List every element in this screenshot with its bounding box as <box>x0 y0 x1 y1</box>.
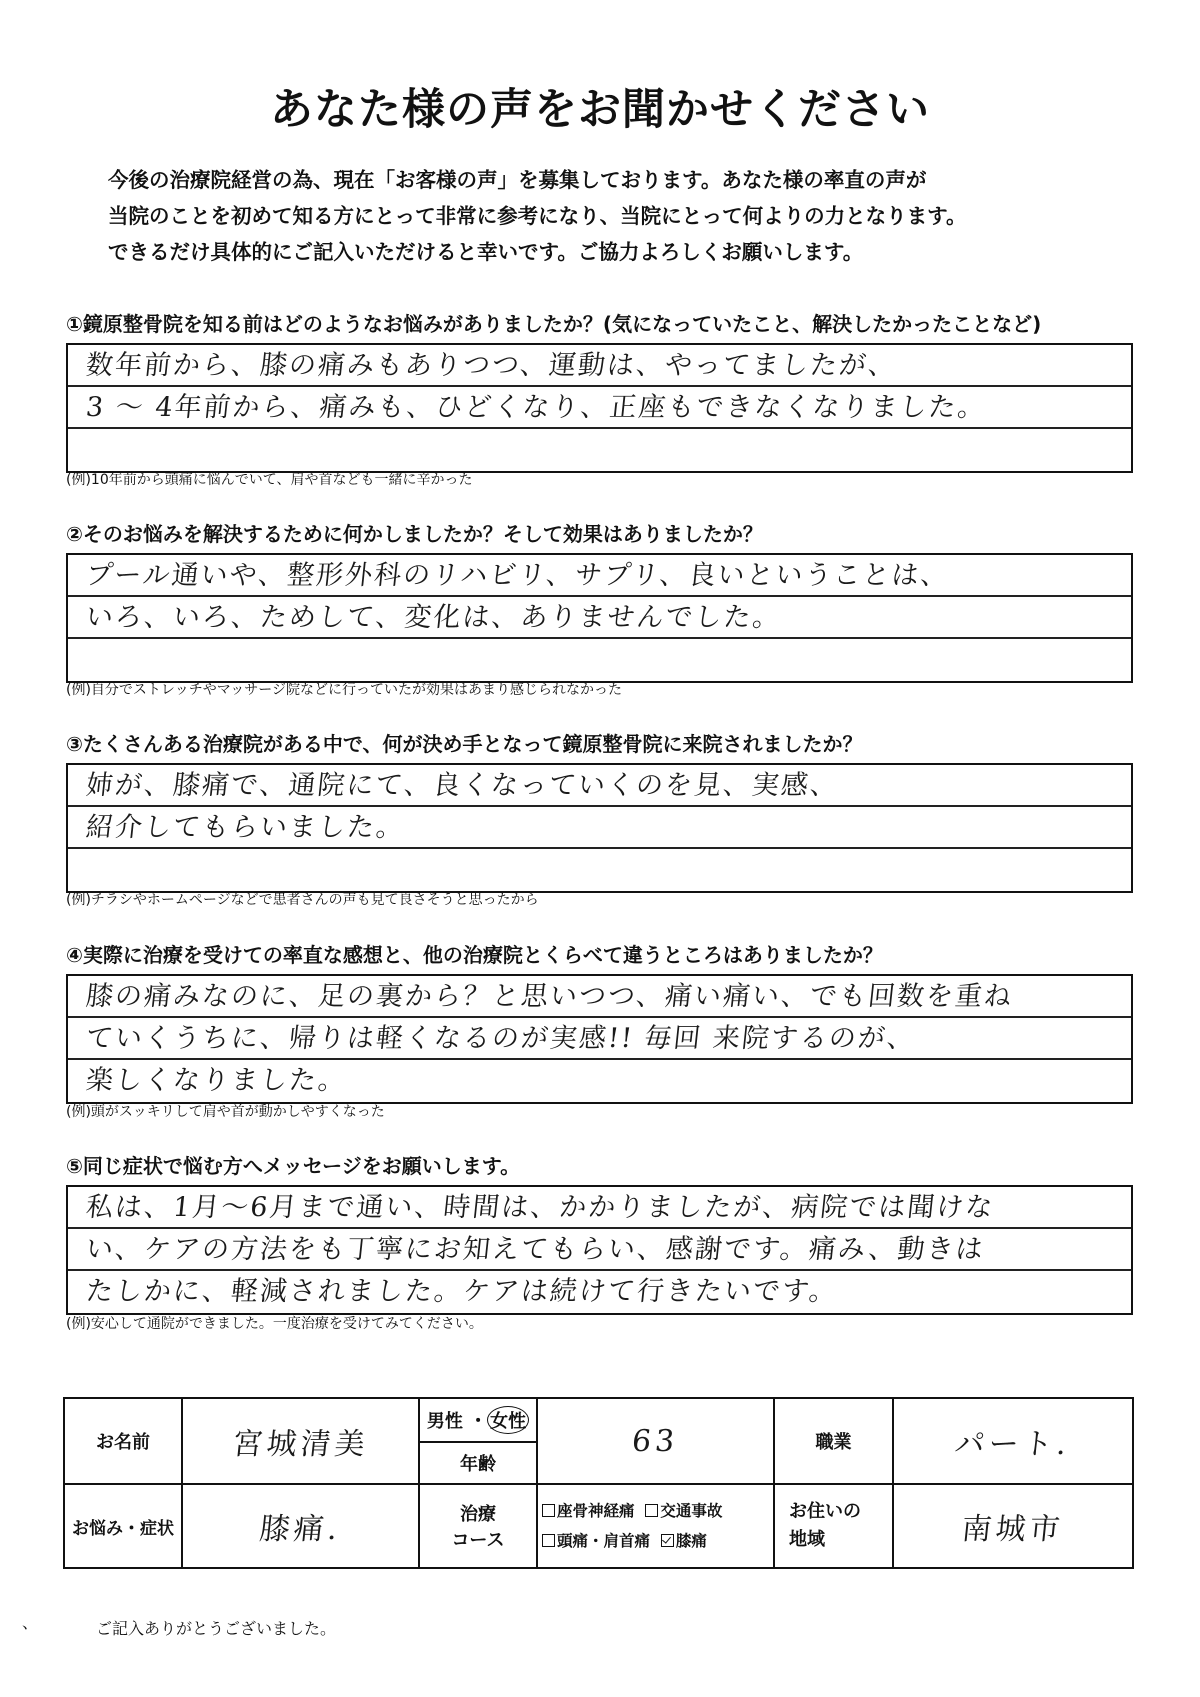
example-text-4: (例)頭がスッキリして肩や首が動かしやすくなった <box>66 1104 385 1120</box>
handwritten-text: 私は、1月～6月まで通い、時間は、かかりましたが、病院では聞けな <box>84 1192 997 1223</box>
job-field[interactable] <box>893 1398 1133 1484</box>
answer-line <box>68 765 1131 807</box>
answer-line <box>68 429 1131 471</box>
job-value: パート. <box>953 1427 1073 1462</box>
course-option-label: 交通事故 <box>660 1502 723 1520</box>
checkbox-icon[interactable] <box>542 1504 555 1517</box>
answer-box-1[interactable] <box>66 343 1133 473</box>
answer-line <box>68 976 1131 1018</box>
thank-you-text: ご記入ありがとうございました。 <box>96 1619 337 1638</box>
stray-mark: 、 <box>22 1613 39 1632</box>
answer-line <box>68 639 1131 681</box>
answer-line <box>68 555 1131 597</box>
handwritten-text: プール通いや、整形外科のリハビリ、サプリ、良いということは、 <box>84 560 952 591</box>
course-option-label: 座骨神経痛 <box>557 1502 635 1520</box>
course-option-label: 頭痛・肩首痛 <box>557 1532 651 1550</box>
answer-line <box>68 807 1131 849</box>
region-label <box>774 1484 893 1568</box>
handwritten-text: 楽しくなりました。 <box>84 1065 349 1096</box>
handwritten-text: 膝の痛みなのに、足の裏から？と思いつつ、痛い痛い、でも回数を重ね <box>84 981 1015 1012</box>
region-field[interactable] <box>893 1484 1133 1568</box>
example-text-3: (例)チラシやホームページなどで患者さんの声も見て良さそうと思ったから <box>66 892 539 908</box>
answer-line <box>68 597 1131 639</box>
name-label: お名前 <box>64 1398 182 1484</box>
course-option[interactable] <box>661 1532 707 1550</box>
handwritten-text: 3 ～ 4年前から、痛みも、ひどくなり、正座もできなくなりました。 <box>84 392 989 423</box>
handwritten-text: いろ、いろ、ためして、変化は、ありませんでした。 <box>84 602 784 633</box>
gender-separator: ・ <box>469 1411 488 1432</box>
gender-female-option-circled[interactable]: 女性 <box>487 1406 529 1434</box>
age-field[interactable] <box>537 1398 774 1484</box>
intro-text <box>108 162 1148 270</box>
intro-line: できるだけ具体的にご記入いただけると幸いです。ご協力よろしくお願いします。 <box>108 240 864 264</box>
question-1-label: ①鏡原整骨院を知る前はどのようなお悩みがありましたか？(気になっていたこと、解決したかったことなど) <box>66 312 1042 336</box>
answer-box-4[interactable] <box>66 974 1133 1104</box>
handwritten-text: 数年前から、膝の痛みもありつつ、運動は、やってましたが、 <box>84 350 899 381</box>
handwritten-text: たしかに、軽減されました。ケアは続けて行きたいです。 <box>84 1276 840 1307</box>
age-label: 年齢 <box>419 1442 537 1484</box>
answer-line <box>68 1060 1131 1102</box>
course-option-label: 膝痛 <box>675 1532 707 1550</box>
example-text-2: (例)自分でストレッチやマッサージ院などに行っていたが効果はあまり感じられなかった <box>66 682 622 698</box>
gender-field[interactable] <box>419 1398 537 1442</box>
answer-box-5[interactable] <box>66 1185 1133 1315</box>
answer-line <box>68 1018 1131 1060</box>
question-4-label: ④実際に治療を受けての率直な感想と、他の治療院とくらべて違うところはありましたか？ <box>66 943 883 967</box>
handwritten-text: 紹介してもらいました。 <box>84 812 407 843</box>
region-label-line: お住いの <box>789 1501 861 1522</box>
symptom-value: 膝痛. <box>257 1512 343 1547</box>
handwritten-text: ていくうちに、帰りは軽くなるのが実感!! 毎回 来院するのが、 <box>84 1023 918 1054</box>
checkbox-icon[interactable] <box>645 1504 658 1517</box>
checkbox-checked-icon[interactable] <box>661 1534 674 1547</box>
name-value: 宮城清美 <box>230 1427 370 1462</box>
answer-line <box>68 1271 1131 1313</box>
course-option[interactable] <box>542 1502 635 1520</box>
answer-box-2[interactable] <box>66 553 1133 683</box>
job-label: 職業 <box>774 1398 893 1484</box>
question-5-label: ⑤同じ症状で悩む方へメッセージをお願いします。 <box>66 1154 521 1178</box>
region-value: 南城市 <box>959 1512 1066 1547</box>
course-label-line: コース <box>451 1530 505 1551</box>
symptom-field[interactable] <box>182 1484 419 1568</box>
question-2-label: ②そのお悩みを解決するために何かしましたか？そして効果はありましたか？ <box>66 522 763 546</box>
handwritten-text: 姉が、膝痛で、通院にて、良くなっていくのを見、実感、 <box>84 770 841 801</box>
answer-line <box>68 1187 1131 1229</box>
answer-line <box>68 849 1131 891</box>
intro-line: 今後の治療院経営の為、現在「お客様の声」を募集しております。あなた様の率直の声が <box>108 168 927 192</box>
course-label <box>419 1484 537 1568</box>
age-value: 63 <box>630 1423 681 1459</box>
course-options <box>537 1484 774 1568</box>
symptom-label: お悩み・症状 <box>64 1484 182 1568</box>
example-text-1: (例)10年前から頭痛に悩んでいて、肩や首なども一緒に辛かった <box>66 472 473 488</box>
course-label-line: 治療 <box>460 1504 496 1525</box>
gender-male-option[interactable]: 男性 <box>426 1411 463 1432</box>
intro-line: 当院のことを初めて知る方にとって非常に参考になり、当院にとって何よりの力となります。 <box>108 204 967 228</box>
checkbox-icon[interactable] <box>542 1534 555 1547</box>
question-3-label: ③たくさんある治療院がある中で、何が決め手となって鏡原整骨院に来院されましたか？ <box>66 732 863 756</box>
course-option[interactable] <box>645 1502 722 1520</box>
customer-info-table <box>63 1397 1134 1569</box>
handwritten-text: い、ケアの方法をも丁寧にお知えてもらい、感謝です。痛み、動きは <box>84 1234 987 1265</box>
answer-line <box>68 1229 1131 1271</box>
answer-line <box>68 387 1131 429</box>
answer-line <box>68 345 1131 387</box>
name-field[interactable] <box>182 1398 419 1484</box>
answer-box-3[interactable] <box>66 763 1133 893</box>
example-text-5: (例)安心して通院ができました。一度治療を受けてみてください。 <box>66 1316 483 1332</box>
page-title: あなた様の声をお聞かせください <box>270 85 930 135</box>
course-option[interactable] <box>542 1532 650 1550</box>
region-label-line: 地域 <box>789 1529 825 1550</box>
